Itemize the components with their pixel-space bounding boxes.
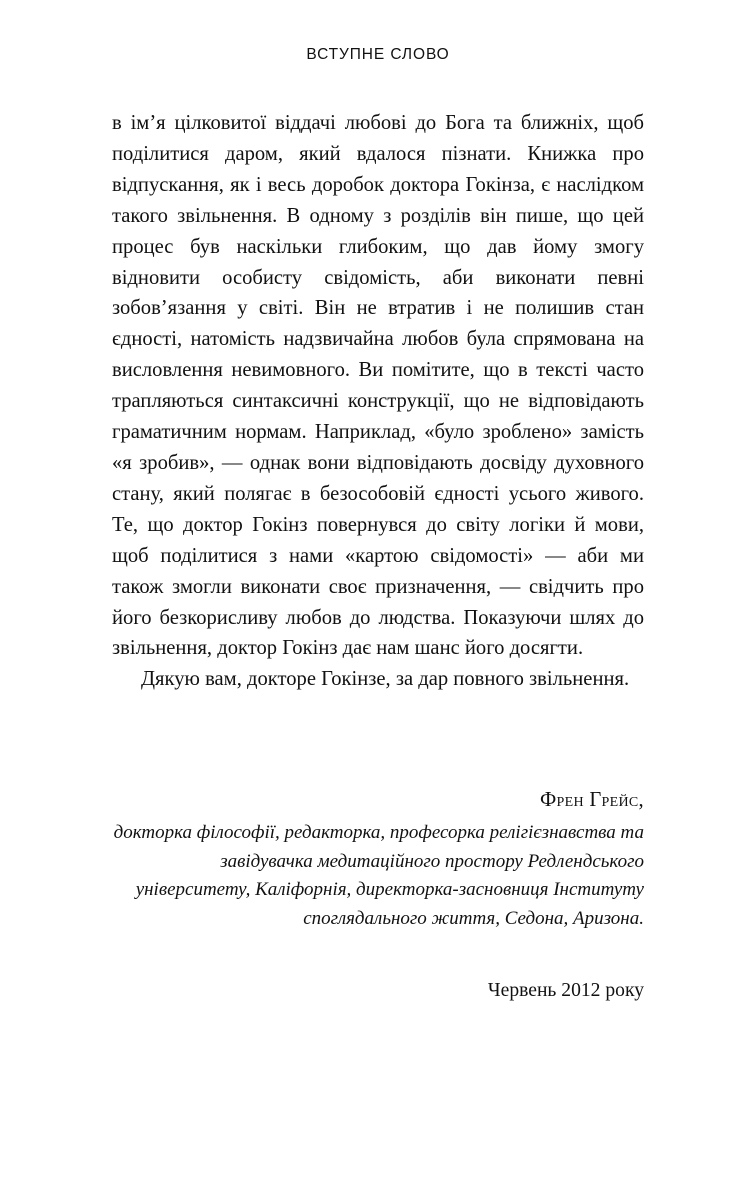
signature-block <box>112 785 644 933</box>
signature-author-role: докторка філософії, редакторка, професорка релігієзнавства та завідувачка медитаційного простору Редлендського університету, Каліфорнія, директорка-засновниця Інституту споглядального життя, Седона, Аризона. <box>113 822 644 929</box>
signature-date: Червень 2012 року <box>487 980 644 1001</box>
running-head: ВСТУПНЕ СЛОВО <box>306 46 450 63</box>
body-paragraph-thanks: Дякую вам, докторе Гокінзе, за дар повного звільнення. <box>141 668 630 691</box>
body-text-column <box>112 108 644 695</box>
body-paragraph-continued: в ім’я цілковитої віддачі любові до Бога та ближніх, щоб поділитися даром, який вдалося пізнати. Книжка про відпускання, як і весь доробок доктора Гокінза, є наслідком такого звільнення. В одному з розділів він пише, що цей процес був наскільки глибоким, що дав йому змогу відновити особисту свідомість, аби виконати певні зобов’язання у світі. Він не втратив і не полишив стан єдності, натомість надзвичайна любов була спрямована на висловлення невимовного. Ви помітите, що в тексті часто трапляються синтаксичні конструкції, що не відповідають граматичним нормам. Наприклад, «було зроблено» замість «я зробив», — однак вони відповідають досвіду духовного стану, який полягає в безособовій єдності усього живого. Те, що доктор Гокінз повернувся до світу логіки й мови, щоб поділитися з нами «картою свідомості» — аби ми також змогли виконати своє призначення, — свідчить про його безкорисливу любов до людства. Показуючи шлях до звільнення, доктор Гокінз дає нам шанс його досягти. <box>112 112 644 660</box>
signature-author-name: Френ Грейс, <box>539 789 644 811</box>
